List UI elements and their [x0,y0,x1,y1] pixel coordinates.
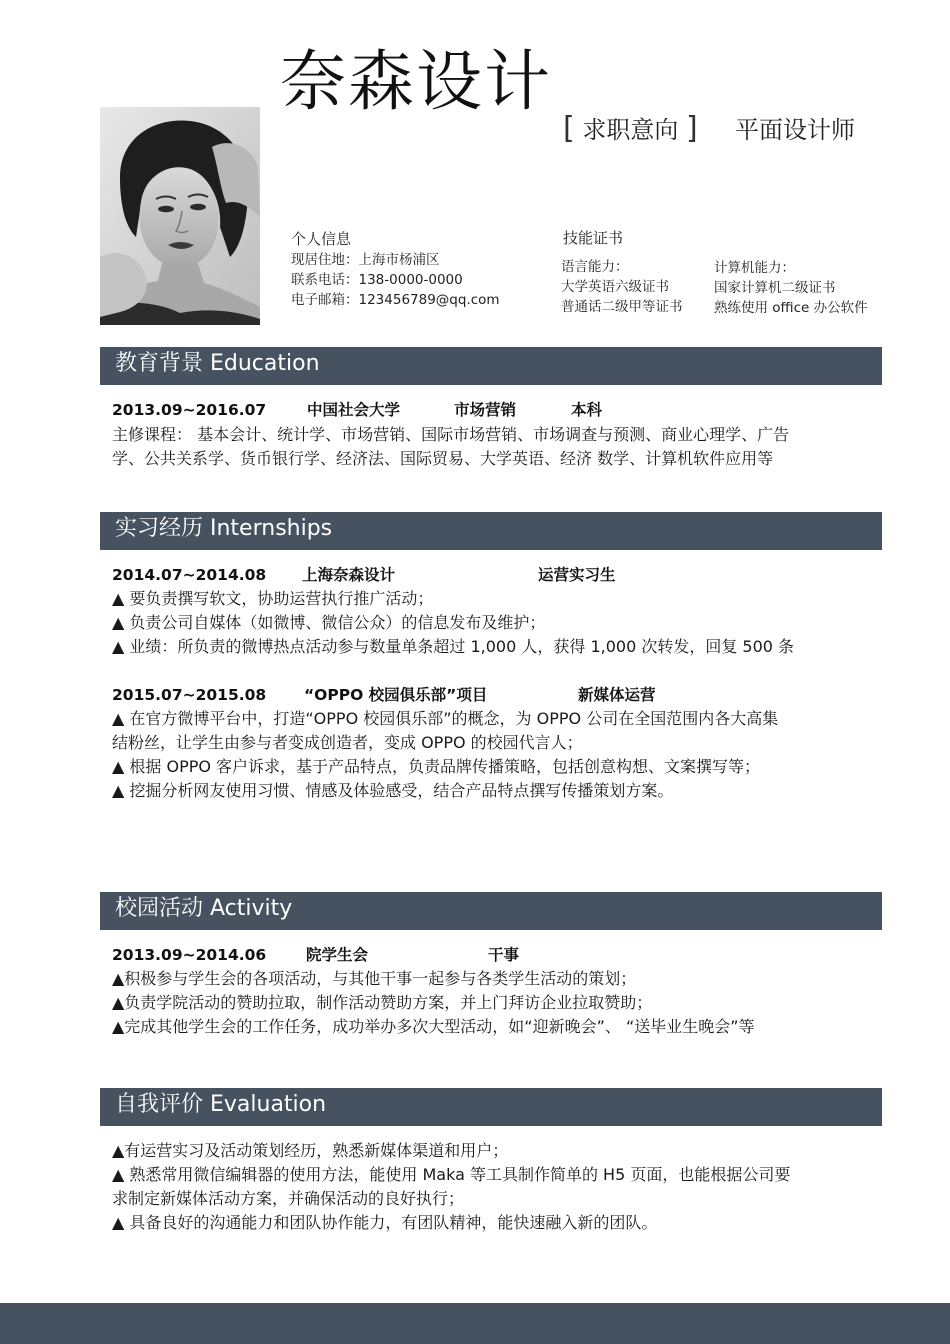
email-line: 电子邮箱：123456789@qq.com [291,292,500,308]
education-section-bar [100,347,882,385]
activity-section-bar [100,892,882,930]
job-intention [563,112,855,147]
activity-bullet: ▲完成其他学生会的工作任务，成功举办多次大型活动，如“迎新晚会”、 “送毕业生晚会”等 [112,1017,755,1036]
personal-info-title: 个人信息 [291,230,352,248]
internship-bullet: 结粉丝，让学生由参与者变成创造者，变成 OPPO 的校园代言人； [112,733,583,752]
skills-title: 技能证书 [563,229,624,247]
resume-name: 奈森设计 [280,43,552,120]
internship-role: 运营实习生 [538,566,616,584]
internship-bullet: ▲ 要负责撰写软文，协助运营执行推广活动； [112,589,434,608]
internship-company: 上海奈森设计 [302,566,396,584]
computer-cert-2: 熟练使用 office 办公软件 [714,300,868,316]
address-line: 现居住地：上海市杨浦区 [291,252,440,268]
evaluation-bullet: ▲ 熟悉常用微信编辑器的使用方法，能使用 Maka 等工具制作简单的 H5 页面，也能根据公司要 [112,1165,791,1184]
language-cert-2: 普通话二级甲等证书 [561,299,683,315]
language-cert-1: 大学英语六级证书 [561,279,669,295]
education-section-title: 教育背景 Education [115,351,320,376]
internship-bullet: ▲ 负责公司自媒体（如微博、微信公众）的信息发布及维护； [112,613,546,632]
footer-bar [0,1303,950,1344]
courses-line: 学、公共关系学、货币银行学、经济法、国际贸易、大学英语、经济 数学、计算机软件应用等 [112,449,774,468]
bracket-right: ] [686,111,698,146]
internship-company: “OPPO 校园俱乐部”项目 [304,686,488,704]
phone-line: 联系电话：138-0000-0000 [291,272,463,288]
job-title: 平面设计师 [735,116,855,144]
internship-bullet: ▲ 在官方微博平台中，打造“OPPO 校园俱乐部”的概念，为 OPPO 公司在全国范围内各大高集 [112,709,779,728]
profile-photo [100,107,260,325]
evaluation-bullet: ▲有运营实习及活动策划经历，熟悉新媒体渠道和用户； [112,1141,509,1160]
bracket-left: [ [563,111,575,146]
activity-role: 干事 [488,946,520,964]
evaluation-section-bar [100,1088,882,1126]
activity-period: 2013.09~2014.06 [112,946,267,964]
internships-section-bar [100,512,882,550]
language-label: 语言能力： [561,259,629,275]
education-school: 中国社会大学 [307,401,401,419]
courses-line: 主修课程： 基本会计、统计学、市场营销、国际市场营销、市场调查与预测、商业心理学、广告 [112,425,790,444]
education-degree: 本科 [571,401,603,419]
evaluation-bullet: ▲ 具备良好的沟通能力和团队协作能力，有团队精神，能快速融入新的团队。 [112,1213,658,1232]
activity-org: 院学生会 [306,946,369,964]
computer-cert-1: 国家计算机二级证书 [714,280,836,296]
activity-section-title: 校园活动 Activity [115,896,293,921]
evaluation-bullet: 求制定新媒体活动方案，并确保活动的良好执行； [112,1189,465,1208]
job-label: 求职意向 [582,116,679,144]
internship-role: 新媒体运营 [578,686,656,704]
education-period: 2013.09~2016.07 [112,401,267,419]
internship-period: 2015.07~2015.08 [112,686,267,704]
internship-period: 2014.07~2014.08 [112,566,267,584]
internship-bullet: ▲ 根据 OPPO 客户诉求，基于产品特点，负责品牌传播策略，包括创意构想、文案撰写等； [112,757,761,776]
education-major: 市场营销 [454,401,517,419]
computer-label: 计算机能力： [714,260,795,276]
activity-bullet: ▲负责学院活动的赞助拉取，制作活动赞助方案，并上门拜访企业拉取赞助； [112,993,653,1012]
internships-section-title: 实习经历 Internships [115,516,333,541]
internship-bullet: ▲ 业绩：所负责的微博热点活动参与数量单条超过 1,000 人，获得 1,000 次转发，回复 500 条 [112,637,795,656]
evaluation-section-title: 自我评价 Evaluation [115,1092,327,1117]
activity-bullet: ▲积极参与学生会的各项活动，与其他干事一起参与各类学生活动的策划； [112,969,637,988]
internship-bullet: ▲ 挖掘分析网友使用习惯、情感及体验感受，结合产品特点撰写传播策划方案。 [112,781,674,800]
